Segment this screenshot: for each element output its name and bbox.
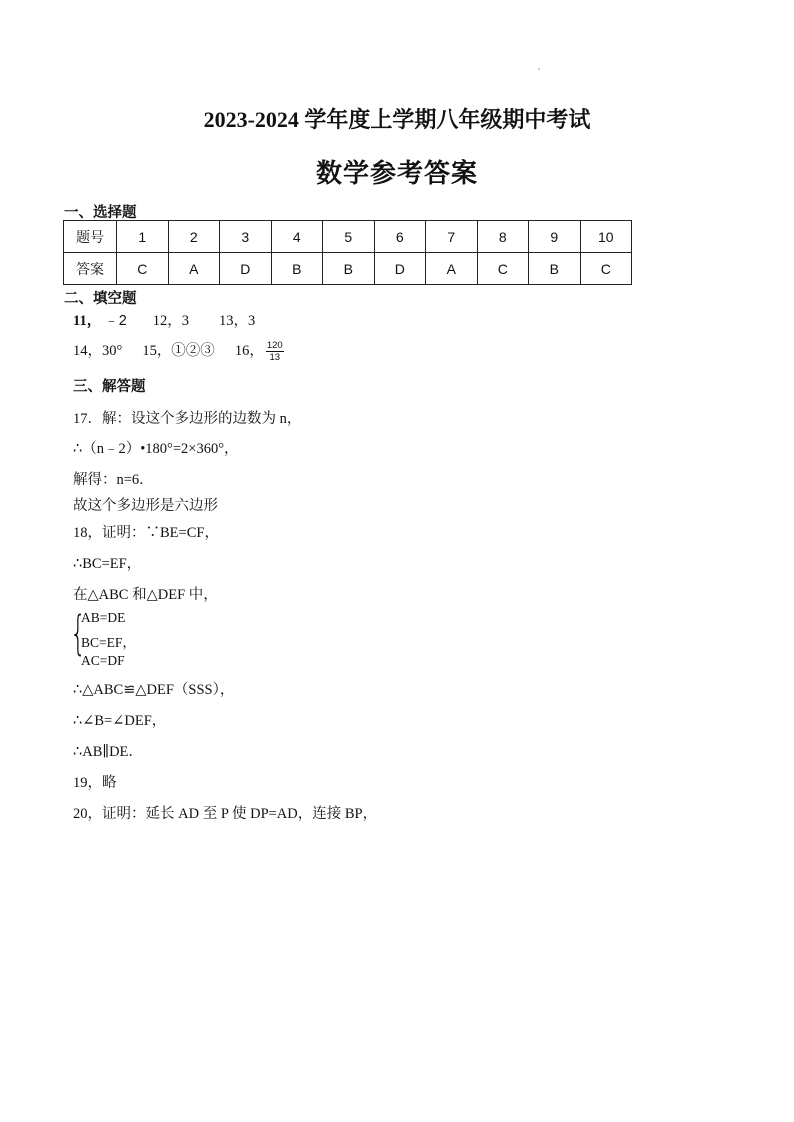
q11-number: 11， xyxy=(73,313,102,329)
equation-system-brace: { xyxy=(70,606,87,660)
table-cell: 3 xyxy=(220,221,272,253)
table-cell: D xyxy=(220,253,272,285)
table-cell: B xyxy=(323,253,375,285)
q11-answer: ﹣2 xyxy=(104,313,127,329)
q18-line-2: ∴BC=EF， xyxy=(73,556,142,572)
fraction-denominator: 13 xyxy=(269,352,281,364)
row-label-answer: 答案 xyxy=(64,253,117,285)
row-label-question: 题号 xyxy=(64,221,117,253)
table-cell: B xyxy=(529,253,581,285)
document-subtitle: 数学参考答案 xyxy=(315,159,478,188)
table-cell: 7 xyxy=(426,221,478,253)
q12-answer: 12，3 xyxy=(152,313,190,329)
q17-line-1: 17．解：设这个多边形的边数为 n， xyxy=(73,411,302,427)
q20-line-1: 20，证明：延长 AD 至 P 使 DP=AD，连接 BP， xyxy=(73,806,378,822)
answer-table xyxy=(63,220,632,285)
table-cell: 10 xyxy=(580,221,632,253)
q18-line-3: 在△ABC 和△DEF 中， xyxy=(73,587,218,603)
table-row-answers xyxy=(64,253,632,285)
table-cell: A xyxy=(426,253,478,285)
table-cell: C xyxy=(117,253,169,285)
table-cell: 8 xyxy=(477,221,529,253)
table-row-question-numbers xyxy=(64,221,632,253)
q14-answer: 14，30° xyxy=(73,343,123,359)
table-cell: C xyxy=(477,253,529,285)
q18-line-4: ∴△ABC≌△DEF（SSS）， xyxy=(73,682,235,698)
fraction-numerator: 120 xyxy=(266,340,283,352)
equation-system-line-2: BC=EF， xyxy=(81,635,136,650)
equation-system-line-1: AB=DE xyxy=(81,610,126,625)
document-title: 2023-2024 学年度上学期八年级期中考试 xyxy=(203,107,591,132)
q17-line-2: ∴（n﹣2）•180°=2×360°， xyxy=(73,441,239,457)
q16-fraction xyxy=(266,340,284,363)
q13-answer: 13，3 xyxy=(219,313,256,329)
table-cell: D xyxy=(374,253,426,285)
fill-answers-line-2 xyxy=(73,339,284,363)
q18-line-6: ∴AB∥DE． xyxy=(73,744,143,760)
q16-number: 16， xyxy=(234,343,264,359)
q19-line: 19，略 xyxy=(73,775,117,791)
fill-answers-line-1 xyxy=(73,309,255,330)
table-cell: 4 xyxy=(271,221,323,253)
q17-line-3: 解得：n=6． xyxy=(73,472,154,488)
q15-answer: 15，①②③ xyxy=(142,343,215,359)
table-cell: B xyxy=(271,253,323,285)
q18-line-5: ∴∠B=∠DEF， xyxy=(73,713,167,729)
q17-line-4: 故这个多边形是六边形 xyxy=(73,498,218,514)
table-cell: 9 xyxy=(529,221,581,253)
table-cell: 6 xyxy=(374,221,426,253)
scan-speck xyxy=(538,68,540,70)
section-heading-solution: 三、解答题 xyxy=(73,379,146,395)
section-heading-choice: 一、选择题 xyxy=(64,205,137,221)
table-cell: C xyxy=(580,253,632,285)
table-cell: 5 xyxy=(323,221,375,253)
equation-system-line-3: AC=DF xyxy=(81,653,125,668)
table-cell: 1 xyxy=(117,221,169,253)
table-cell: 2 xyxy=(168,221,220,253)
section-heading-fill: 二、填空题 xyxy=(64,291,137,307)
table-cell: A xyxy=(168,253,220,285)
q18-line-1: 18，证明：∵BE=CF， xyxy=(73,525,219,541)
